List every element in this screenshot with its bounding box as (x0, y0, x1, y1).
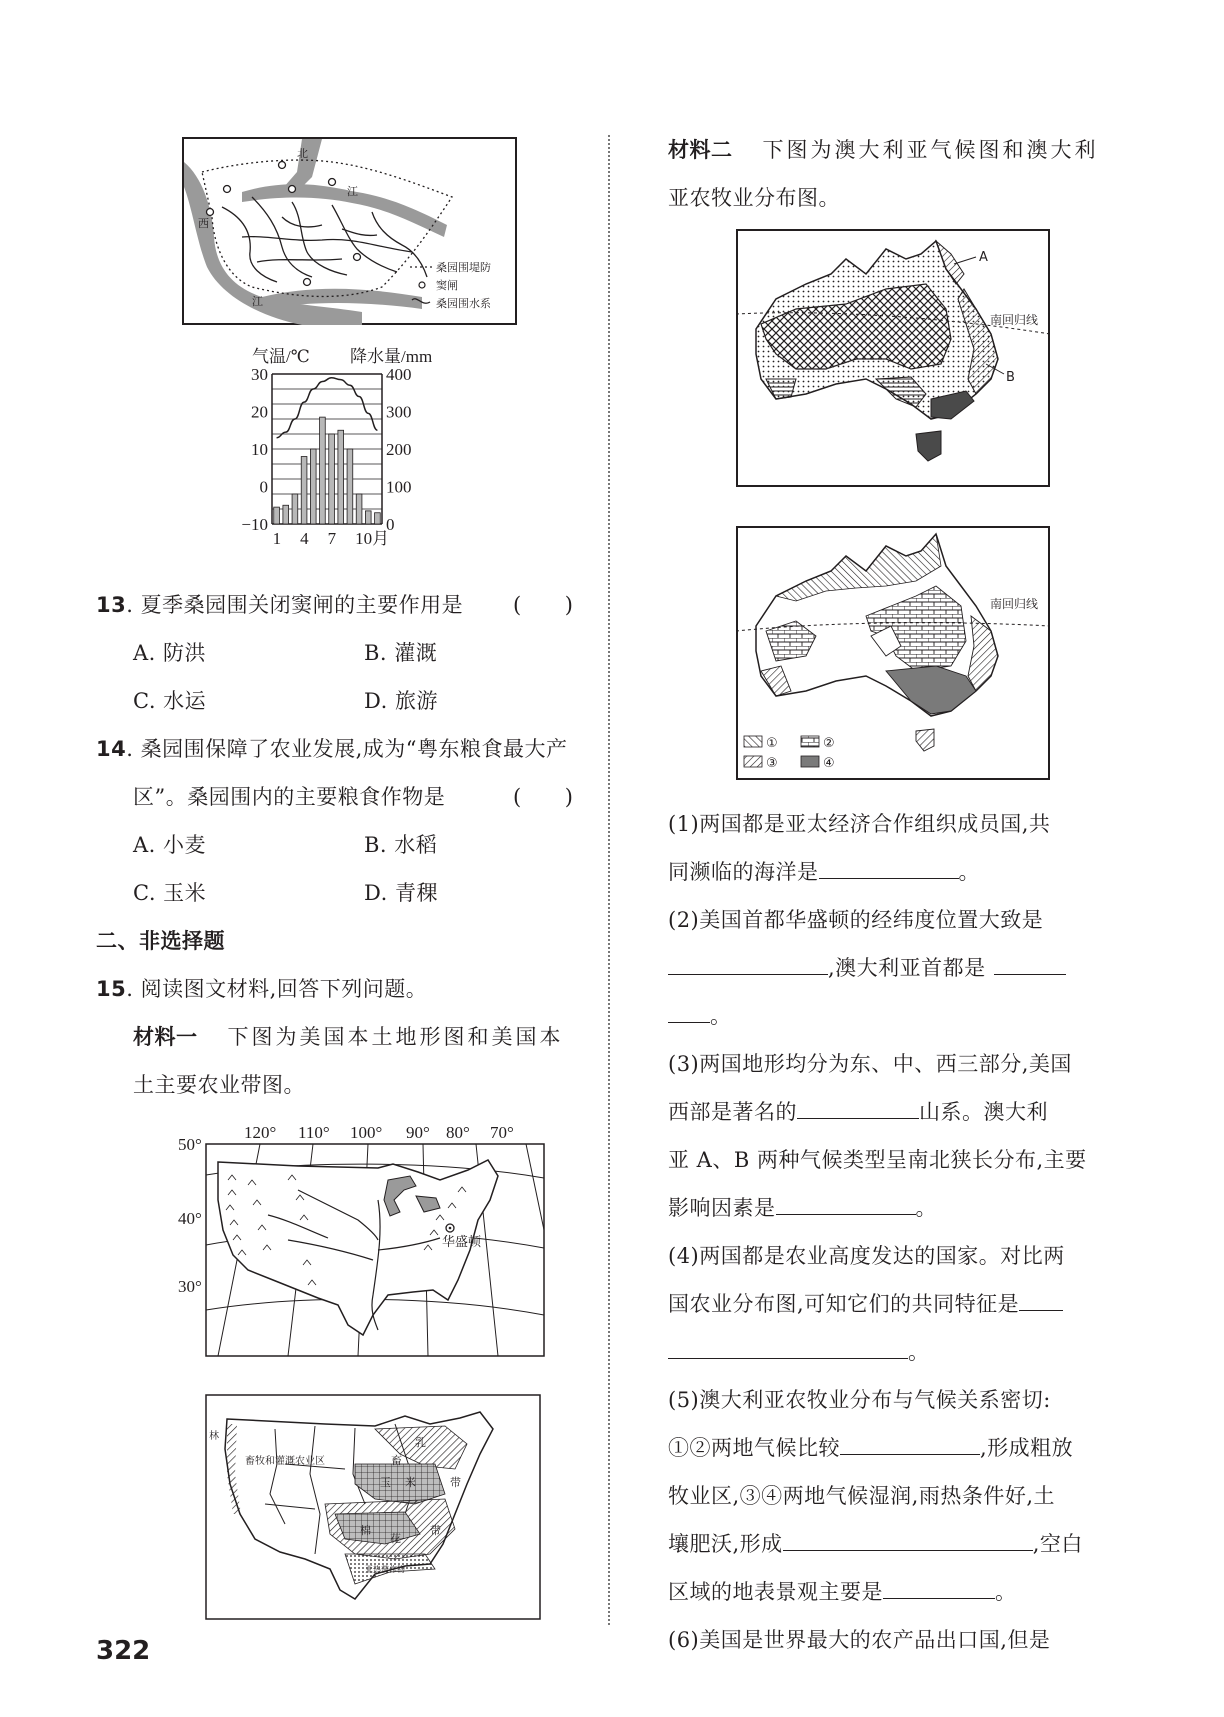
q14-option-d[interactable]: D. 青稞 (364, 881, 438, 905)
y1-tick-label: 30 (251, 365, 268, 384)
precip-bar-1 (274, 507, 280, 524)
agri-label-hua: 花 (390, 1532, 401, 1545)
climate-chart (241, 342, 436, 574)
lon-100: 100° (350, 1123, 383, 1142)
legend-1: ① (766, 736, 778, 751)
x-tick-label: 10月 (355, 529, 390, 548)
label-jiang-north: 江 (347, 185, 358, 198)
q14-paren: ( ) (513, 785, 574, 809)
q14-stem-line1 (96, 735, 568, 763)
material2-line1 (668, 136, 1099, 164)
p4-answer-blank[interactable] (1019, 1290, 1063, 1311)
y2-tick-label: 300 (386, 402, 412, 422)
x-tick-label: 1 (272, 529, 282, 548)
x-tick-label: 7 (327, 529, 337, 548)
q14-number: 14 (96, 737, 127, 761)
p5-line4 (668, 1530, 1083, 1558)
label-tropic-1: 南回归线 (990, 313, 1039, 327)
material1-line1 (133, 1023, 564, 1051)
p2-answer-blank-2[interactable] (994, 954, 1066, 975)
label-a: A (979, 250, 988, 265)
q14-text-1: . 桑园围保障了农业发展,成为“粤东粮食最大产 (126, 737, 568, 761)
agri-label-forest: 林 (209, 1431, 219, 1442)
agri-label-ru: 乳 (415, 1436, 426, 1449)
precip-bar-2 (283, 505, 289, 524)
precip-bar-4 (301, 457, 307, 525)
q13-text: . 夏季桑园围关闭窦闸的主要作用是 (126, 593, 464, 617)
agri-label-mian: 棉 (360, 1524, 371, 1537)
p3-line3: 亚 A、B 两种气候类型呈南北狭长分布,主要 (668, 1148, 1087, 1172)
precip-bar-12 (375, 513, 381, 524)
label-b: B (1006, 370, 1015, 385)
p1-text-b: 。 (958, 860, 980, 884)
lon-80: 80° (446, 1123, 470, 1142)
legend-4: ④ (823, 756, 835, 771)
p2-text-c: 。 (710, 1004, 732, 1028)
y2-tick-label: 0 (386, 515, 395, 534)
material1-title: 材料一 (133, 1025, 198, 1049)
legend-2: ② (823, 736, 835, 751)
label-jiang-south: 江 (252, 295, 263, 308)
au-agri-map (736, 526, 1050, 780)
p2-line1: (2)美国首都华盛顿的经纬度位置大致是 (668, 908, 1044, 932)
material2-line2: 亚农牧业分布图。 (668, 186, 840, 210)
temperature-line (277, 378, 378, 438)
precip-bar-10 (356, 494, 362, 524)
q14-option-a[interactable]: A. 小麦 (133, 833, 207, 857)
column-divider (608, 135, 610, 1625)
q13-option-c[interactable]: C. 水运 (133, 689, 207, 713)
lat-30: 30° (178, 1277, 202, 1296)
au-climate-map (736, 229, 1050, 487)
agri-label-ranch: 畜牧和灌溉农业区 (245, 1456, 325, 1467)
p4-line2 (668, 1290, 1063, 1318)
x-tick-label: 4 (300, 529, 309, 548)
p2-answer-blank-2-cont[interactable] (668, 1002, 710, 1023)
y1-tick-label: 0 (259, 477, 268, 497)
p4-line1: (4)两国都是农业高度发达的国家。对比两 (668, 1244, 1065, 1268)
precip-bar-11 (365, 511, 371, 524)
chart-y1-label: 气温/℃ (252, 347, 310, 366)
lat-50: 50° (178, 1135, 202, 1154)
us-agri-map (205, 1394, 541, 1620)
p2-line2 (668, 954, 1066, 982)
p2-line3 (668, 1002, 732, 1030)
material2-text-1: 下图为澳大利亚气候图和澳大利 (762, 138, 1099, 162)
material1-line2: 土主要农业带图。 (133, 1073, 305, 1097)
chart-y2-label: 降水量/mm (350, 347, 433, 366)
p3-line2 (668, 1098, 1048, 1126)
agri-label-dai-1: 带 (450, 1476, 461, 1489)
sangyuan-map (182, 137, 517, 325)
p3-text-d: 。 (915, 1196, 937, 1220)
q13-option-b[interactable]: B. 灌溉 (364, 641, 438, 665)
p3-line4 (668, 1194, 937, 1222)
q13-option-a[interactable]: A. 防洪 (133, 641, 207, 665)
label-tropic-2: 南回归线 (990, 597, 1039, 611)
material2-title: 材料二 (668, 138, 733, 162)
p3-answer-blank-2[interactable] (776, 1194, 916, 1215)
p5-text-e: 区域的地表景观主要是 (668, 1580, 883, 1604)
p3-text-b: 山系。澳大利 (919, 1100, 1048, 1124)
p3-text-c: 影响因素是 (668, 1196, 776, 1220)
label-xi: 西 (198, 217, 209, 230)
p2-answer-blank-1[interactable] (668, 954, 828, 975)
q13-number: 13 (96, 593, 127, 617)
agri-label-dai-2: 带 (430, 1524, 441, 1537)
q15-number: 15 (96, 977, 127, 1001)
precip-bar-5 (310, 449, 316, 524)
lon-110: 110° (298, 1123, 330, 1142)
y1-tick-label: −10 (241, 515, 268, 534)
p5-answer-blank-2[interactable] (783, 1530, 1033, 1551)
y1-tick-label: 10 (251, 440, 268, 459)
agri-label-mi: 米 (405, 1476, 416, 1489)
q13-stem (96, 591, 463, 619)
lon-90: 90° (406, 1123, 430, 1142)
agri-label-yu: 玉 (380, 1476, 391, 1489)
lon-70: 70° (490, 1123, 514, 1142)
page-number: 322 (96, 1636, 151, 1666)
q15-stem (96, 975, 427, 1003)
q14-option-b[interactable]: B. 水稻 (364, 833, 438, 857)
p1-line1: (1)两国都是亚太经济合作组织成员国,共 (668, 812, 1051, 836)
precip-bar-9 (347, 449, 353, 524)
lon-120: 120° (244, 1123, 277, 1142)
p4-text-a: 国农业分布图,可知它们的共同特征是 (668, 1292, 1020, 1316)
p5-line1: (5)澳大利亚农牧业分布与气候关系密切: (668, 1388, 1051, 1412)
legend-water-system: 桑园围水系 (436, 297, 491, 310)
p2-text-b: ,澳大利亚首都是 (828, 956, 986, 980)
p5-text-a: ①②两地气候比较 (668, 1436, 840, 1460)
q15-text: . 阅读图文材料,回答下列问题。 (126, 977, 428, 1001)
agri-label-subtropical: 亚热带作物 (365, 1565, 405, 1574)
precip-bar-3 (292, 494, 298, 524)
p4-text-b: 。 (908, 1340, 930, 1364)
lat-40: 40° (178, 1209, 202, 1228)
p5-text-f: 。 (995, 1580, 1017, 1604)
precip-bar-6 (320, 417, 326, 524)
legend-sluice: 窦闸 (436, 279, 458, 292)
p5-line2 (668, 1434, 1073, 1462)
p3-line1: (3)两国地形均分为东、中、西三部分,美国 (668, 1052, 1072, 1076)
p5-answer-blank-1[interactable] (840, 1434, 980, 1455)
precip-bar-8 (338, 430, 344, 524)
agri-label-xu: 畜 (391, 1454, 402, 1467)
p5-text-d: ,空白 (1032, 1532, 1083, 1556)
p3-answer-blank-1[interactable] (797, 1098, 919, 1119)
y1-tick-label: 20 (251, 402, 268, 422)
precip-bar-7 (329, 434, 335, 524)
p4-line3 (668, 1338, 930, 1366)
material1-text-1: 下图为美国本土地形图和美国本 (227, 1025, 564, 1049)
label-washington: 华盛顿 (442, 1235, 482, 1250)
q14-stem-line2: 区”。桑园围内的主要粮食作物是 (133, 785, 446, 809)
q14-option-c[interactable]: C. 玉米 (133, 881, 207, 905)
p1-answer-blank[interactable] (819, 858, 959, 879)
p1-text-a: 同濒临的海洋是 (668, 860, 819, 884)
y2-tick-label: 200 (386, 440, 412, 459)
legend-3: ③ (766, 756, 778, 771)
p1-line2 (668, 858, 980, 886)
section-title: 二、非选择题 (96, 929, 225, 953)
q13-paren: ( ) (513, 593, 574, 617)
p5-text-c: 壤肥沃,形成 (668, 1532, 783, 1556)
label-bei: 北 (297, 147, 308, 160)
p5-text-b: ,形成粗放 (980, 1436, 1074, 1460)
p5-line5 (668, 1578, 1017, 1606)
p4-answer-blank-cont[interactable] (668, 1338, 908, 1359)
legend-embankment: 桑园围堤防 (436, 261, 491, 274)
us-terrain-map (178, 1120, 548, 1360)
y2-tick-label: 400 (386, 365, 412, 384)
q13-option-d[interactable]: D. 旅游 (364, 689, 438, 713)
p6-line1: (6)美国是世界最大的农产品出口国,但是 (668, 1628, 1051, 1652)
y2-tick-label: 100 (386, 477, 412, 497)
p5-line3: 牧业区,③④两地气候湿润,雨热条件好,土 (668, 1484, 1056, 1508)
p3-text-a: 西部是著名的 (668, 1100, 797, 1124)
p5-answer-blank-3[interactable] (883, 1578, 995, 1599)
